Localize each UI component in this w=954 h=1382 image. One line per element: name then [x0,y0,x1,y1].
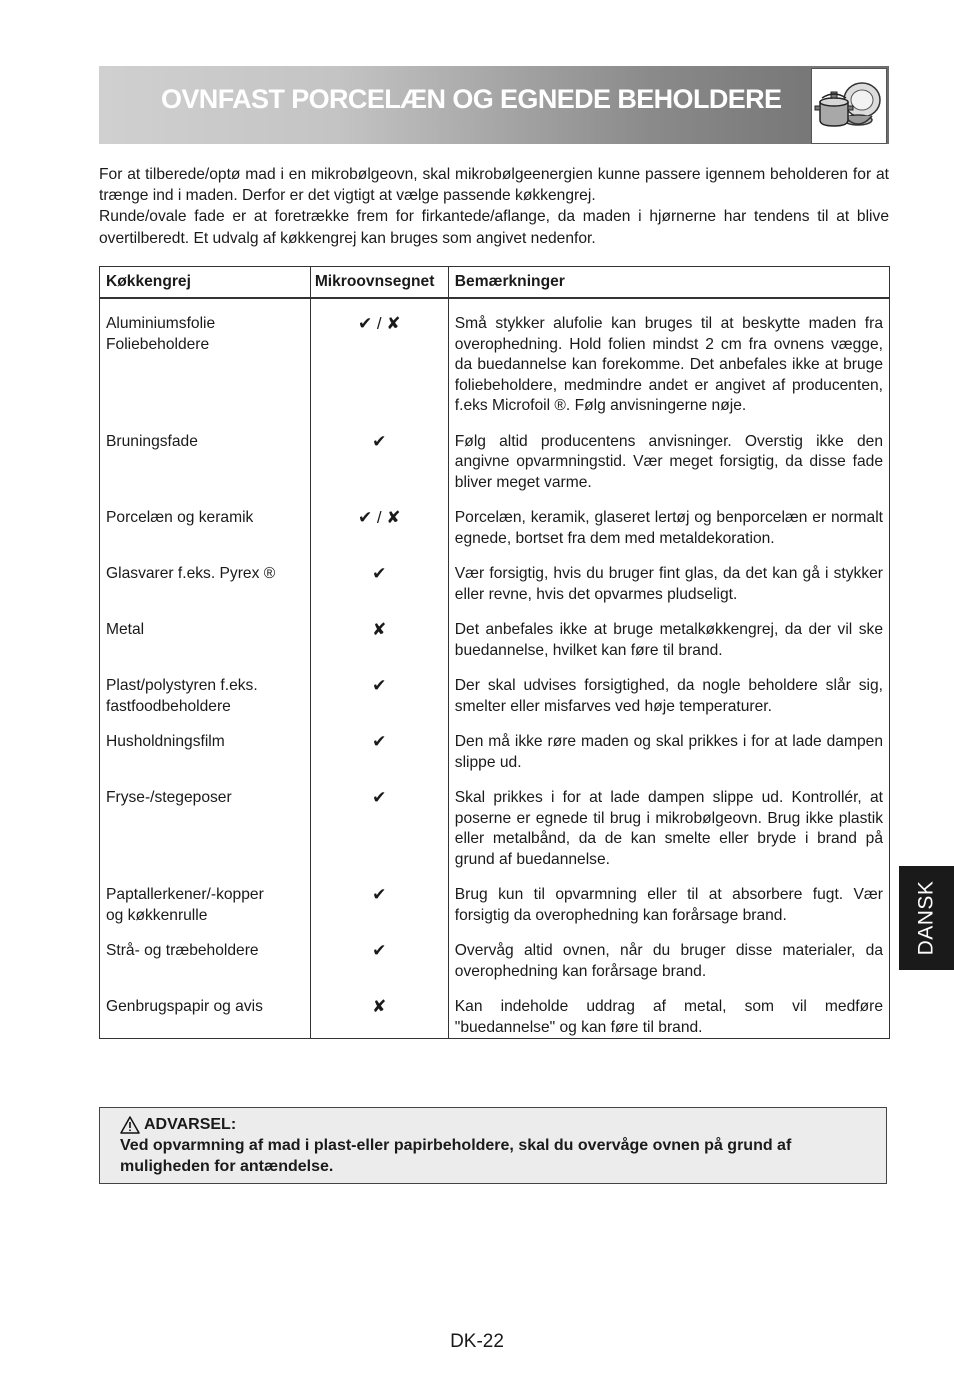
warning-triangle-icon [120,1116,140,1134]
table-row [100,676,890,732]
remark-text: Vær forsigtig, hvis du bruger fint glas, da det kan gå i stykker eller revne, hvis det opvarmes pludseligt. [448,564,889,620]
table-body [100,298,890,1039]
remark-text: Følg altid producentens anvisninger. Overstig ikke den angivne opvarmningstid. Vær meget forsigtig, da disse fade bliver meget varme. [448,432,889,509]
intro-paragraph: For at tilberede/optø mad i en mikrobølgeovn, skal mikrobølgeenergien kunne passere igennem beholderen for at trænge ind i maden. Derfor er det vigtigt at vælge passende køkkengrej. [99,166,889,205]
table-row [100,620,890,676]
table-row [100,508,890,564]
language-tab [899,866,954,970]
suitability-mark: ✔ [310,941,448,997]
cookware-item: Glasvarer f.eks. Pyrex ® [100,564,311,620]
suitability-mark: ✔ [310,676,448,732]
table-row [100,788,890,885]
table-row [100,997,890,1039]
column-header-suitable: Mikroovnsegnet [310,267,448,299]
warning-box [99,1107,887,1184]
table-row [100,298,890,432]
suitability-mark: ✔ / ✘ [310,508,448,564]
suitability-mark: ✘ [310,620,448,676]
table-row [100,941,890,997]
suitability-mark: ✔ [310,432,448,509]
warning-title: ADVARSEL: [144,1116,237,1133]
cookware-item: Paptallerkener/-kopper og køkkenrulle [100,885,311,941]
cookware-item: Husholdningsfilm [100,732,311,788]
cookware-table [99,266,890,1039]
column-header-remarks: Bemærkninger [448,267,889,299]
suitability-mark: ✘ [310,997,448,1039]
page-number: DK-22 [450,1331,504,1352]
cookware-item: Genbrugspapir og avis [100,997,311,1039]
language-tab-label: DANSK [914,880,938,956]
cookware-item: Strå- og træbeholdere [100,941,311,997]
table-header-row [100,267,890,299]
table-row [100,732,890,788]
cookware-item: Bruningsfade [100,432,311,509]
table-row [100,564,890,620]
suitability-mark: ✔ [310,885,448,941]
table-row [100,432,890,509]
intro-text [99,164,889,249]
suitability-mark: ✔ [310,732,448,788]
cookware-item: Porcelæn og keramik [100,508,311,564]
cookware-item: Plast/polystyren f.eks. fastfoodbeholdere [100,676,311,732]
remark-text: Det anbefales ikke at bruge metalkøkkengrej, da der vil ske buedannelse, hvilket kan føre til brand. [448,620,889,676]
cookware-item: Aluminiumsfolie Foliebeholdere [100,298,311,432]
remark-text: Der skal udvises forsigtighed, da nogle beholdere slår sig, smelter eller misfarves ved høje temperaturer. [448,676,889,732]
suitability-mark: ✔ / ✘ [310,298,448,432]
cookware-item: Fryse-/stegeposer [100,788,311,885]
suitability-mark: ✔ [310,564,448,620]
warning-heading [120,1114,866,1135]
column-header-cookware: Køkkengrej [100,267,311,299]
remark-text: Kan indeholde uddrag af metal, som vil medføre "buedannelse" og kan føre til brand. [448,997,889,1039]
section-header [99,66,889,144]
remark-text: Porcelæn, keramik, glaseret lertøj og benporcelæn er normalt egnede, bortset fra dem med metaldekoration. [448,508,889,564]
cookware-item: Metal [100,620,311,676]
warning-text: Ved opvarmning af mad i plast-eller papirbeholdere, skal du overvåge ovnen på grund af muligheden for antændelse. [120,1137,792,1175]
remark-text: Overvåg altid ovnen, når du bruger disse materialer, da overophedning kan forårsage brand. [448,941,889,997]
remark-text: Brug kun til opvarmning eller til at absorbere fugt. Vær forsigtig da overophedning kan forårsage brand. [448,885,889,941]
table-row [100,885,890,941]
cookware-icon [811,68,887,144]
remark-text: Skal prikkes i for at lade dampen slippe ud. Kontrollér, at poserne er egnede til brug i mikrobølgeovn. Brug ikke plastik eller metalbånd, da de kan smelte eller bryde i brand på grund af buedannelse. [448,788,889,885]
page-title: OVNFAST PORCELÆN OG EGNEDE BEHOLDERE [161,84,782,114]
remark-text: Den må ikke røre maden og skal prikkes i for at lade dampen slippe ud. [448,732,889,788]
remark-text: Små stykker alufolie kan bruges til at beskytte maden fra overophedning. Hold folien mindst 2 cm fra ovnens vægge, da buedannelse kan forekomme. Det anbefales ikke at bruge foliebeholdere, medmindre andet er angivet af producenten, f.eks Microfoil ®. Følg anvisningerne nøje. [448,298,889,432]
intro-paragraph: Runde/ovale fade er at foretrække frem for firkantede/aflange, da maden i hjørnerne har tendens til at blive overtilberedt. Et udvalg af køkkengrej kan bruges som angivet nedenfor. [99,208,889,247]
suitability-mark: ✔ [310,788,448,885]
